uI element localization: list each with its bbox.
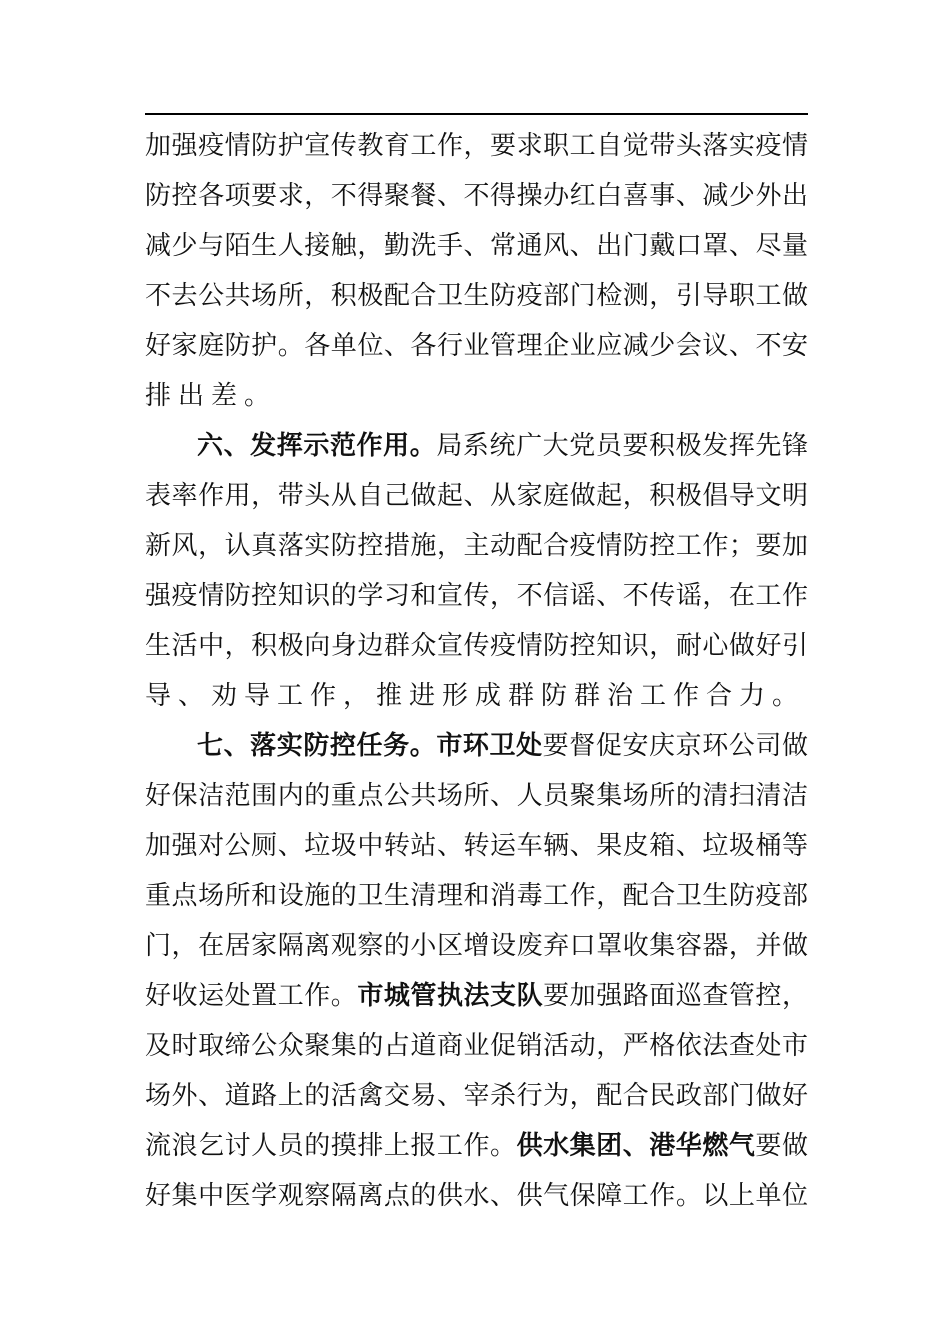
text-line — [145, 276, 808, 316]
text-line — [145, 876, 808, 916]
text-line — [145, 226, 808, 266]
text-segment: 新风，认真落实防控措施，主动配合疫情防控工作；要加 — [145, 531, 808, 561]
text-segment: 要加强路面巡查管控， — [543, 981, 808, 1011]
text-line — [145, 376, 808, 416]
unit-name: 市环卫处 — [436, 731, 543, 761]
text-line — [145, 326, 808, 366]
unit-name: 供水集团、港华燃气 — [516, 1131, 756, 1161]
text-segment: 要督促安庆京环公司做 — [542, 731, 808, 761]
text-segment: 好集中医学观察隔离点的供水、供气保障工作。以上单位 — [145, 1181, 808, 1211]
text-line — [145, 1026, 808, 1066]
text-segment: 强疫情防控知识的学习和宣传，不信谣、不传谣，在工作 — [145, 581, 808, 611]
text-segment: 加强对公厕、垃圾中转站、转运车辆、果皮箱、垃圾桶等 — [145, 831, 808, 861]
text-line — [145, 476, 808, 516]
text-segment: 流浪乞讨人员的摸排上报工作。 — [145, 1131, 517, 1161]
text-line — [145, 1176, 808, 1216]
text-line — [145, 1126, 808, 1166]
text-segment: 局系统广大党员要积极发挥先锋 — [436, 431, 808, 461]
text-segment: 减少与陌生人接触，勤洗手、常通风、出门戴口罩、尽量 — [145, 231, 808, 261]
text-line — [145, 126, 808, 166]
text-line — [145, 826, 808, 866]
text-segment: 导、劝导工作，推进形成群防群治工作合力。 — [145, 681, 806, 711]
text-line — [145, 676, 808, 716]
text-segment: 不去公共场所，积极配合卫生防疫部门检测，引导职工做 — [145, 281, 808, 311]
header-rule — [145, 113, 808, 115]
text-line — [145, 526, 808, 566]
text-line — [145, 176, 808, 216]
text-line — [145, 776, 808, 816]
text-segment: 生活中，积极向身边群众宣传疫情防控知识，耐心做好引 — [145, 631, 808, 661]
section-seven-heading-line — [197, 726, 808, 766]
text-segment: 加强疫情防护宣传教育工作，要求职工自觉带头落实疫情 — [145, 131, 808, 161]
unit-name: 市城管执法支队 — [357, 981, 544, 1011]
text-line — [145, 576, 808, 616]
text-segment: 场外、道路上的活禽交易、宰杀行为，配合民政部门做好 — [145, 1081, 808, 1111]
text-segment: 好收运处置工作。 — [145, 981, 358, 1011]
text-segment: 重点场所和设施的卫生清理和消毒工作，配合卫生防疫部 — [145, 881, 808, 911]
text-segment: 及时取缔公众聚集的占道商业促销活动，严格依法查处市 — [145, 1031, 808, 1061]
section-six-heading-line — [197, 426, 808, 466]
text-segment: 好保洁范围内的重点公共场所、人员聚集场所的清扫清洁 — [145, 781, 808, 811]
text-segment: 防控各项要求，不得聚餐、不得操办红白喜事、减少外出 — [145, 181, 808, 211]
text-line — [145, 1076, 808, 1116]
text-segment: 要做 — [755, 1131, 808, 1161]
text-line — [145, 976, 808, 1016]
text-line — [145, 626, 808, 666]
text-line — [145, 926, 808, 966]
text-segment: 好家庭防护。各单位、各行业管理企业应减少会议、不安 — [145, 331, 808, 361]
text-segment: 门，在居家隔离观察的小区增设废弃口罩收集容器，并做 — [145, 931, 808, 961]
section-heading: 七、落实防控任务。 — [197, 731, 437, 761]
text-segment: 排出差。 — [145, 381, 278, 411]
text-segment: 表率作用，带头从自己做起、从家庭做起，积极倡导文明 — [145, 481, 808, 511]
section-heading: 六、发挥示范作用。 — [197, 431, 437, 461]
